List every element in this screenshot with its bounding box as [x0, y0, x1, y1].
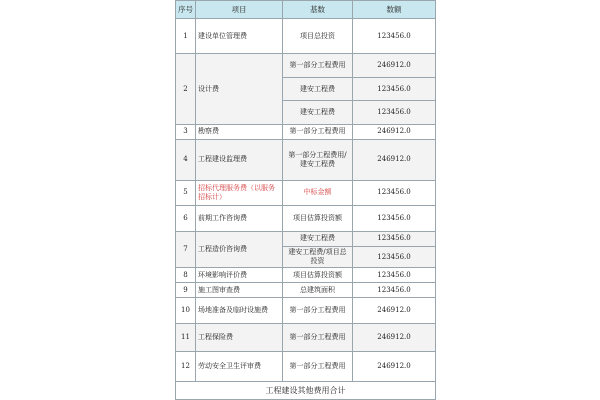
row-no: 11: [176, 323, 196, 351]
row-no: 5: [176, 180, 196, 206]
row-base: 项目估算投资额: [283, 268, 353, 283]
row-item: 劳动安全卫生评审费: [196, 351, 283, 381]
fee-table: [175, 0, 436, 400]
row-amount: 123456.0: [353, 206, 436, 232]
row-base: 第一部分工程费用: [283, 298, 353, 324]
row-amount: 246912.0: [353, 323, 436, 351]
row-item: 勘察费: [196, 124, 283, 139]
row-item: 工程建设监理费: [196, 139, 283, 180]
row-item: 工程保险费: [196, 323, 283, 351]
row-base: 建安工程费: [283, 77, 353, 101]
table-row: [176, 231, 436, 246]
header-amount: 数额: [353, 1, 436, 19]
table-row: [176, 54, 436, 78]
row-item: 前期工作咨询费: [196, 206, 283, 232]
row-item: 设计费: [196, 54, 283, 125]
table-row: [176, 124, 436, 139]
row-amount: 123456.0: [353, 283, 436, 298]
row-base: 总建筑面积: [283, 283, 353, 298]
row-base: 第一部分工程费用: [283, 323, 353, 351]
table-row: [176, 180, 436, 206]
header-row: [176, 1, 436, 19]
row-item: 环境影响评价费: [196, 268, 283, 283]
row-amount: 123456.0: [353, 101, 436, 125]
row-no: 12: [176, 351, 196, 381]
table-row: [176, 206, 436, 232]
row-base: 第一部分工程费用: [283, 351, 353, 381]
total-row: [176, 381, 436, 399]
row-item: 工程造价咨询费: [196, 231, 283, 267]
row-amount: 123456.0: [353, 19, 436, 54]
row-base: 建安工程费: [283, 231, 353, 246]
row-item: 场地准备及临时设施费: [196, 298, 283, 324]
row-no: 10: [176, 298, 196, 324]
row-base: 建安工程费: [283, 101, 353, 125]
row-base: 第一部分工程费用/建安工程费: [283, 139, 353, 180]
row-amount: 123456.0: [353, 180, 436, 206]
row-base: 第一部分工程费用: [283, 54, 353, 78]
row-no: 4: [176, 139, 196, 180]
row-amount: 246912.0: [353, 54, 436, 78]
table-row: [176, 139, 436, 180]
row-no: 7: [176, 231, 196, 267]
row-no: 8: [176, 268, 196, 283]
row-amount: 123456.0: [353, 268, 436, 283]
row-no: 2: [176, 54, 196, 125]
row-base: 中标金额: [283, 180, 353, 206]
row-base: 项目总投资: [283, 19, 353, 54]
row-item: 建设单位管理费: [196, 19, 283, 54]
table-row: [176, 351, 436, 381]
row-base: 项目估算投资额: [283, 206, 353, 232]
row-no: 1: [176, 19, 196, 54]
row-amount: 246912.0: [353, 351, 436, 381]
header-item: 项目: [196, 1, 283, 19]
table-row: [176, 298, 436, 324]
header-no: 序号: [176, 1, 196, 19]
header-base: 基数: [283, 1, 353, 19]
table-row: [176, 268, 436, 283]
total-label: 工程建设其他费用合计: [176, 381, 436, 399]
table-row: [176, 323, 436, 351]
row-amount: 123456.0: [353, 77, 436, 101]
table-row: [176, 283, 436, 298]
row-no: 6: [176, 206, 196, 232]
row-amount: 246912.0: [353, 298, 436, 324]
row-base: 建安工程费/项目总投资: [283, 246, 353, 267]
row-item: 招标代理服务费（以服务招标计）: [196, 180, 283, 206]
row-amount: 246912.0: [353, 124, 436, 139]
row-no: 9: [176, 283, 196, 298]
row-no: 3: [176, 124, 196, 139]
row-base: 第一部分工程费用: [283, 124, 353, 139]
row-amount: 246912.0: [353, 139, 436, 180]
row-amount: 123456.0: [353, 246, 436, 267]
table-row: [176, 19, 436, 54]
row-amount: 123456.0: [353, 231, 436, 246]
row-item: 施工图审查费: [196, 283, 283, 298]
